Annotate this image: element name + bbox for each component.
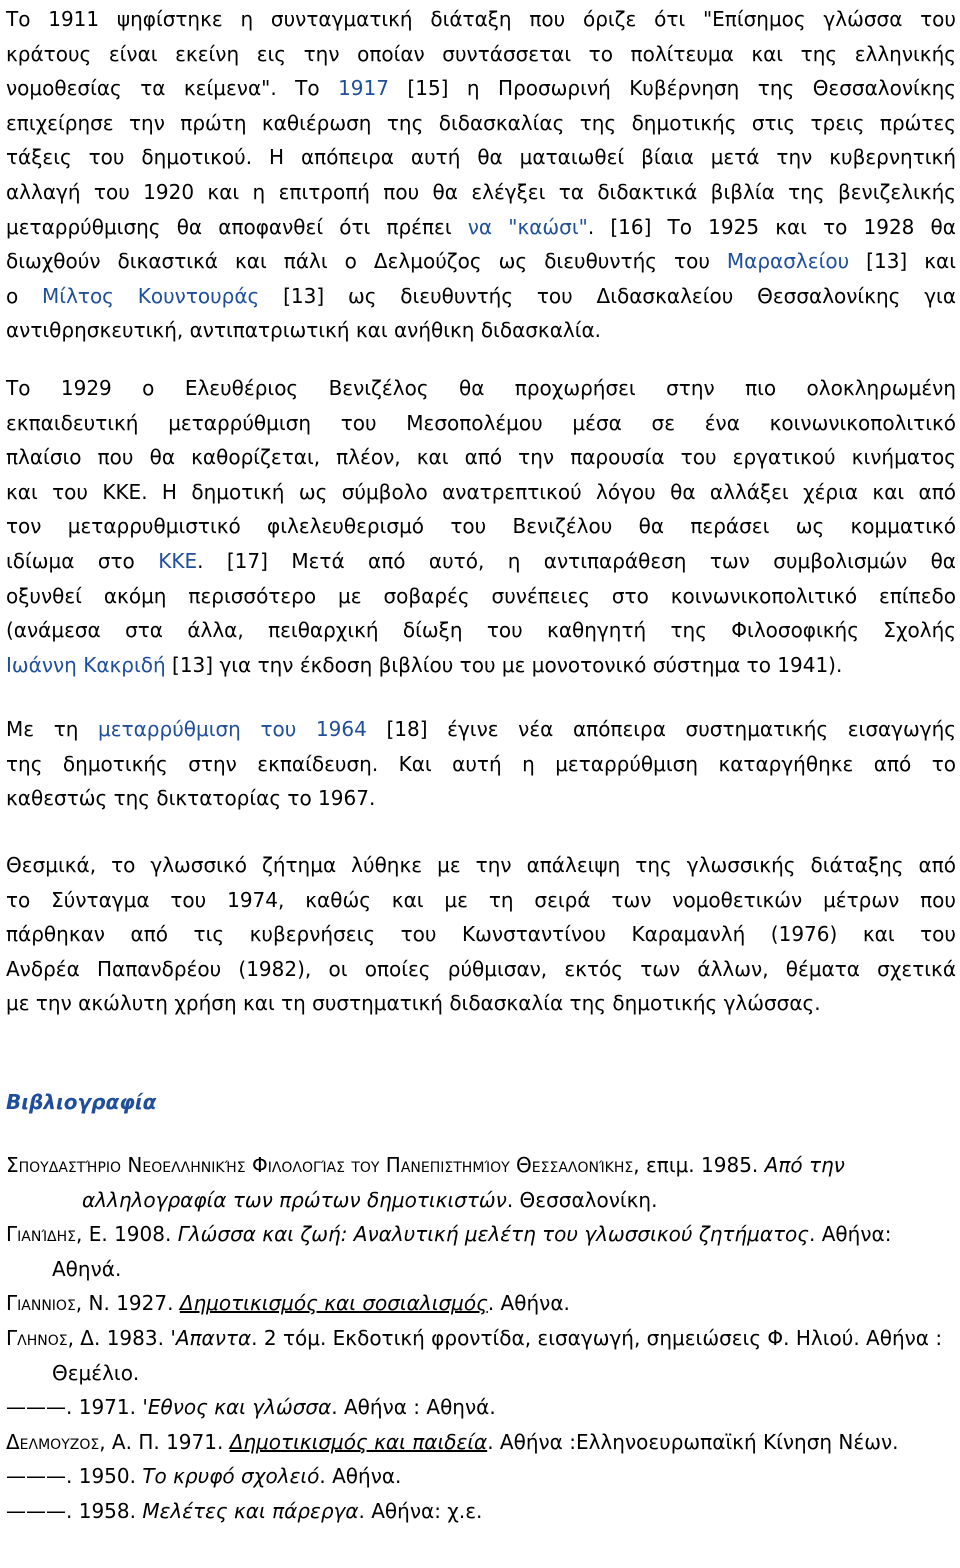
author-name: Γιαννιος <box>6 1291 76 1316</box>
text-line: το Σύνταγμα του 1974, καθώς και με τη σειρά των νομοθετικών μέτρων που <box>6 887 956 912</box>
entry-publisher: . Αθήνα: Αθηνά. <box>52 1222 892 1281</box>
entry-meta: , Ε. 1908. <box>76 1222 178 1247</box>
text-span: [15] η Προσωρινή Κυβέρνηση της Θεσσαλονίκης <box>388 76 956 101</box>
text-line <box>6 648 956 683</box>
author-name: Σπουδαστήριο Νεοελληνικής Φιλολογίας του Πανεπιστημίου Θεσσαλονίκης <box>6 1153 634 1177</box>
entry-title: 'Απαντα <box>170 1325 252 1350</box>
text-span: ιδίωμα στο <box>6 548 159 573</box>
link-maraslio[interactable]: Μαρασλείου <box>726 249 850 274</box>
entry-publisher: . 2 τόμ. Εκδοτική φροντίδα, εισαγωγή, σημειώσεις Φ. Ηλιού. Αθήνα : Θεμέλιο. <box>52 1325 943 1385</box>
paragraph-1 <box>6 2 956 348</box>
entry-title: Από την αλληλογραφία των πρώτων δημοτικιστών <box>82 1153 845 1212</box>
bibliography-entry <box>6 1425 956 1460</box>
bibliography-entry <box>6 1217 956 1286</box>
text-span: ο <box>6 283 43 308</box>
text-line: Το 1911 ψηφίστηκε η συνταγματική διάταξη που όριζε ότι "Επίσημος γλώσσα του <box>6 7 956 31</box>
repeat-author-dash: ——— <box>6 1395 66 1420</box>
text-line <box>6 210 956 245</box>
paragraph-4 <box>6 848 956 1021</box>
text-span: νομοθεσίας τα κείμενα". Το <box>6 76 339 101</box>
text-span: [13] και <box>849 249 956 274</box>
entry-title: Γλώσσα και ζωή: Αναλυτική μελέτη του γλωσσικού ζητήματος <box>177 1222 810 1247</box>
bibliography-entry <box>6 1321 956 1390</box>
entry-publisher: . Αθήνα. <box>487 1291 570 1316</box>
text-line: τον μεταρρυθμιστικό φιλελευθερισμό του Βενιζέλου θα περάσει ως κομματικό <box>6 514 956 539</box>
bibliography-entry <box>6 1494 956 1529</box>
entry-publisher: . Αθήνα: χ.ε. <box>358 1498 483 1523</box>
text-line: (ανάμεσα στα άλλα, πειθαρχική δίωξη του καθηγητή της Φιλοσοφικής Σχολής <box>6 618 956 643</box>
entry-meta: , Δ. 1983. <box>67 1325 171 1350</box>
text-span: [13] για την έκδοση βιβλίου του με μονοτονικό σύστημα το 1941). <box>165 652 843 677</box>
entry-publisher: . Θεσσαλονίκη. <box>506 1187 658 1212</box>
entry-meta: , επιμ. 1985. <box>633 1153 765 1177</box>
text-line: οξυνθεί ακόμη περισσότερο με σοβαρές συνέπειες στο κοινωνικοπολιτικό επίπεδο <box>6 583 956 608</box>
entry-title: Δημοτικισμός και σοσιαλισμός <box>179 1291 488 1316</box>
entry-meta: . 1958. <box>66 1498 143 1523</box>
text-span: [18] έγινε νέα απόπειρα συστηματικής εισαγωγής <box>366 717 957 741</box>
entry-title: Δημοτικισμός και παιδεία <box>229 1429 488 1454</box>
text-span: ως διευθυντής του <box>481 249 727 274</box>
link-miltos-kountouras[interactable]: Μίλτος Κουντουράς <box>42 283 260 308</box>
bibliography-entry <box>6 1148 956 1217</box>
text-line: κράτους είναι εκείνη εις την οποίαν συντάσσεται το πολίτευμα και της ελληνικής <box>6 41 956 66</box>
entry-publisher: . Αθήνα : Αθηνά. <box>331 1395 496 1420</box>
text-line: και του ΚΚΕ. Η δημοτική ως σύμβολο ανατρεπτικού λόγου θα αλλάξει χέρια και από <box>6 479 956 504</box>
link-1917[interactable]: 1917 <box>338 76 389 101</box>
bibliography-entry <box>6 1390 956 1425</box>
text-line: εκπαιδευτική μεταρρύθμιση του Μεσοπολέμου μέσα σε ένα κοινωνικοπολιτικό <box>6 410 956 435</box>
entry-publisher: . Αθήνα. <box>319 1464 402 1489</box>
text-line: Ανδρέα Παπανδρέου (1982), οι οποίες ρύθμισαν, εκτός των άλλων, θέματα σχετικά <box>6 956 956 981</box>
text-span: . [16] Το 1925 και το 1928 θα <box>587 214 956 239</box>
text-line: Το 1929 ο Ελευθέριος Βενιζέλος θα προχωρήσει στην πιο ολοκληρωμένη <box>6 376 956 400</box>
author-name: Γληνος <box>6 1325 68 1350</box>
text-span: μεταρρύθμισης θα αποφανθεί ότι πρέπει <box>6 214 468 239</box>
text-span: . [17] Μετά από αυτό, η αντιπαράθεση των συμβολισμών θα <box>197 548 956 573</box>
text-line <box>6 544 956 579</box>
text-line: αλλαγή του 1920 και η επιτροπή που θα ελέγξει τα διδακτικά βιβλία της βενιζελικής <box>6 179 956 204</box>
text-line: πάρθηκαν από τις κυβερνήσεις του Κωνσταντίνου Καραμανλή (1976) και του <box>6 922 956 947</box>
text-line: καθεστώς της δικτατορίας το 1967. <box>6 786 376 811</box>
text-line <box>6 244 956 279</box>
text-line <box>6 279 956 314</box>
entry-meta: . 1971. <box>66 1395 143 1420</box>
entry-meta: , Α. Π. 1971. <box>99 1429 230 1454</box>
bibliography-entry <box>6 1286 956 1321</box>
bibliography-list <box>6 1148 956 1529</box>
text-line <box>6 71 956 106</box>
text-line: αντιθρησκευτική, αντιπατριωτική και ανήθικη διδασκαλία. <box>6 318 602 343</box>
text-line: της δημοτικής στην εκπαίδευση. Και αυτή η μεταρρύθμιση καταργήθηκε από το <box>6 751 956 776</box>
text-line: Θεσμικά, το γλωσσικό ζήτημα λύθηκε με την απάλειψη της γλωσσικής διάταξης από <box>6 853 956 877</box>
repeat-author-dash: ——— <box>6 1464 66 1489</box>
bibliography-entry <box>6 1459 956 1494</box>
entry-title: 'Εθνος και γλώσσα <box>142 1395 332 1420</box>
link-reform-1964[interactable]: μεταρρύθμιση του 1964 <box>98 717 367 741</box>
author-name: Γιανίδης <box>6 1222 76 1247</box>
paragraph-2 <box>6 371 956 682</box>
repeat-author-dash: ——— <box>6 1498 66 1523</box>
text-line: επιχείρησε την πρώτη καθιέρωση της διδασκαλίας της δημοτικής στις τρεις πρώτες <box>6 110 956 135</box>
text-line: τάξεις του δημοτικού. Η απόπειρα αυτή θα ματαιωθεί βίαια μετά την κυβερνητική <box>6 145 956 170</box>
text-span: διωχθούν δικαστικά και πάλι ο <box>6 249 374 274</box>
link-ioannis-kakridis[interactable]: Ιωάννη Κακριδή <box>6 652 166 677</box>
link-delmouzos[interactable]: Δελμούζος <box>373 249 482 274</box>
text-line: πλαίσιο που θα καθορίζεται, πλέον, και από την παρουσία του εργατικού κινήματος <box>6 445 956 470</box>
entry-publisher: . Αθήνα :Ελληνοευρωπαϊκή Κίνηση Νέων. <box>487 1429 899 1454</box>
entry-meta: , Ν. 1927. <box>75 1291 180 1316</box>
text-span: [13] ως διευθυντής του Διδασκαλείου Θεσσαλονίκης για <box>259 283 956 308</box>
text-span: Με τη <box>6 717 99 741</box>
link-na-kaosi[interactable]: να "καώσι" <box>467 214 588 239</box>
text-line <box>6 712 956 747</box>
paragraph-3 <box>6 712 956 816</box>
text-line: με την ακώλυτη χρήση και τη συστηματική διδασκαλία της δημοτικής γλώσσας. <box>6 991 821 1016</box>
entry-title: Μελέτες και πάρεργα <box>142 1498 359 1523</box>
entry-meta: . 1950. <box>66 1464 143 1489</box>
link-kke[interactable]: ΚΚΕ <box>158 548 198 573</box>
author-name: Δελμουζος <box>6 1429 100 1454</box>
bibliography-heading: Βιβλιογραφία <box>6 1090 157 1114</box>
entry-title: Το κρυφό σχολειό <box>142 1464 320 1489</box>
